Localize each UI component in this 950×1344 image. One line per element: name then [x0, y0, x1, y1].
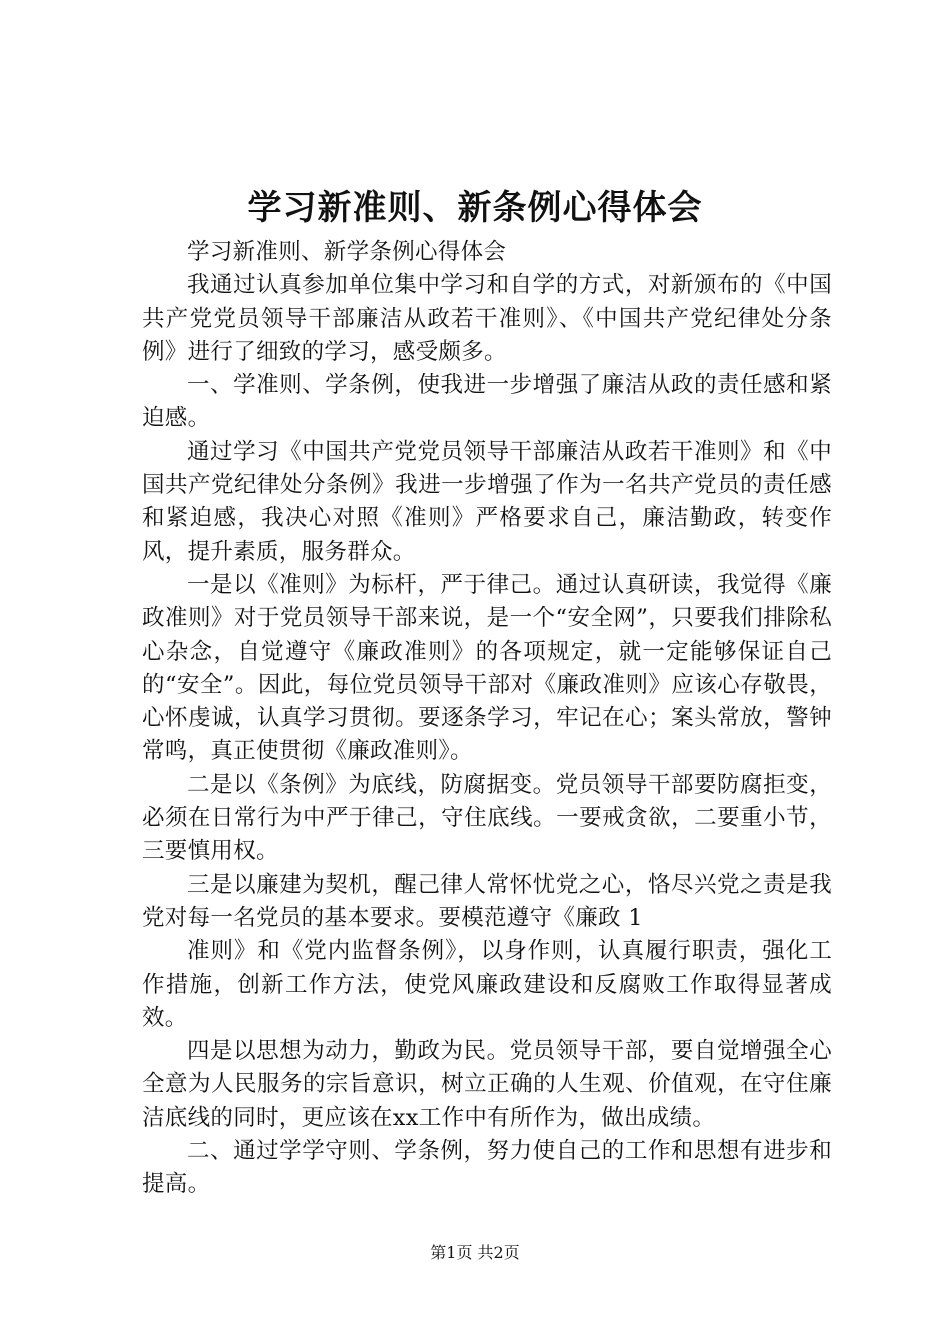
paragraph-point-1: 一是以《准则》为标杆，严于律己。通过认真研读，我觉得《廉政准则》对于党员领导干部来说，是一个“安全网”，只要我们排除私心杂念，自觉遵守《廉政准则》的各项规定，就一定能够保证自己的“安全”。因此，每位党员领导干部对《廉政准则》应该心存敬畏，心怀虔诚，认真学习贯彻。要逐条学习，牢记在心；案头常放，警钟常鸣，真正使贯彻《廉政准则》。 [142, 571, 832, 765]
document-title: 学习新准则、新条例心得体会 [247, 188, 703, 228]
paragraph-section-1-body: 通过学习《中国共产党党员领导干部廉洁从政若干准则》和《中国共产党纪律处分条例》我进一步增强了作为一名共产党员的责任感和紧迫感，我决心对照《准则》严格要求自己，廉洁勤政，转变作风，提升素质，服务群众。 [142, 438, 832, 565]
paragraph-point-3-continued: 准则》和《党内监督条例》，以身作则，认真履行职责，强化工作措施，创新工作方法，使党风廉政建设和反腐败工作取得显著成效。 [142, 938, 832, 1031]
paragraph-point-3: 三是以廉建为契机，醒己律人常怀忧党之心，恪尽兴党之责是我党对每一名党员的基本要求。要模范遵守《廉政 1 [142, 871, 832, 931]
paragraph-intro: 我通过认真参加单位集中学习和自学的方式，对新颁布的《中国共产党党员领导干部廉洁从政若干准则》、《中国共产党纪律处分条例》进行了细致的学习，感受颇多。 [142, 272, 832, 365]
paragraph-subtitle: 学习新准则、新学条例心得体会 [187, 239, 507, 265]
paragraph-point-2: 二是以《条例》为底线，防腐据变。党员领导干部要防腐拒变，必须在日常行为中严于律己，守住底线。一要戒贪欲，二要重小节，三要慎用权。 [142, 771, 832, 865]
paragraph-section-1-heading: 一、学准则、学条例，使我进一步增强了廉洁从政的责任感和紧迫感。 [142, 372, 832, 432]
document-body [142, 236, 832, 1202]
paragraph-section-2-heading: 二、通过学学守则、学条例，努力使自己的工作和思想有进步和提高。 [142, 1138, 832, 1198]
page-footer: 第1页 共2页 [430, 1243, 520, 1262]
paragraph-point-4: 四是以思想为动力，勤政为民。党员领导干部，要自觉增强全心全意为人民服务的宗旨意识，树立正确的人生观、价值观，在守住廉洁底线的同时，更应该在xx工作中有所作为，做出成绩。 [142, 1038, 832, 1131]
